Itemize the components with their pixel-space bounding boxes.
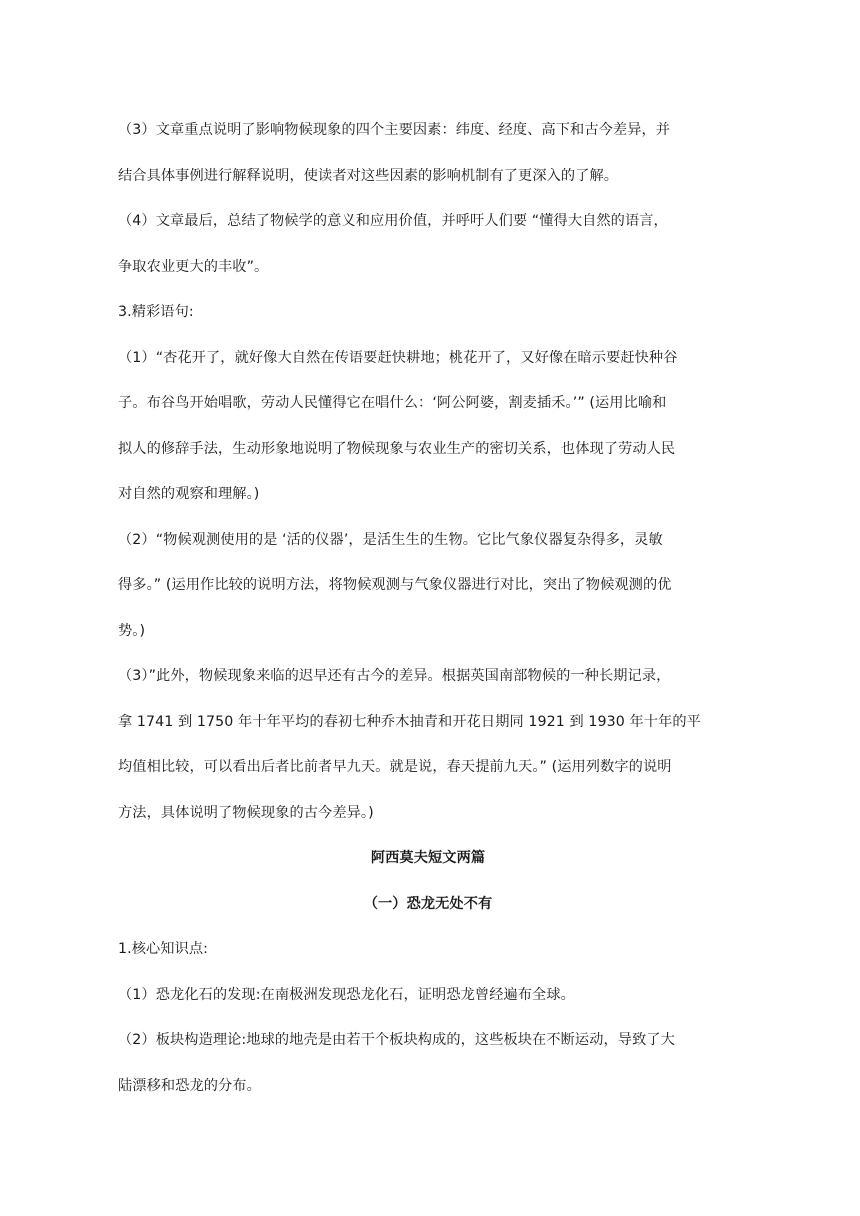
paragraph-line: 均值相比较，可以看出后者比前者早九天。就是说，春天提前九天。” (运用列数字的说明 — [118, 759, 672, 775]
paragraph-line: 陆漂移和恐龙的分布。 — [118, 1077, 261, 1094]
paragraph-line: （2）板块构造理论:地球的地壳是由若干个板块构成的，这些板块在不断运动，导致了大 — [118, 1032, 675, 1048]
paragraph-line: （3）”此外，物候现象来临的迟早还有古今的差异。根据英国南部物候的一种长期记录， — [118, 668, 671, 684]
section-heading: 1.核心知识点: — [118, 941, 209, 957]
section-title: 阿西莫夫短文两篇 — [370, 850, 486, 866]
paragraph-line: 方法，具体说明了物候现象的古今差异。) — [118, 804, 374, 821]
subsection-title: （一）恐龙无处不有 — [363, 895, 493, 912]
document-page — [118, 108, 738, 1109]
section-heading: 3.精彩语句: — [118, 304, 194, 320]
paragraph-line: 结合具体事例进行解释说明，使读者对这些因素的影响机制有了更深入的了解。 — [118, 167, 619, 184]
paragraph-line: 势。) — [118, 622, 146, 639]
paragraph-line: （4）文章最后，总结了物候学的意义和应用价值，并呼吁人们要 “懂得大自然的语言， — [118, 213, 668, 229]
paragraph-line: 对自然的观察和理解。) — [118, 486, 260, 502]
paragraph-line: 拟人的修辞手法，生动形象地说明了物候现象与农业生产的密切关系，也体现了劳动人民 — [118, 440, 676, 457]
paragraph-line: （3）文章重点说明了影响物候现象的四个主要因素：纬度、经度、高下和古今差异，并 — [118, 122, 671, 138]
paragraph-line: （1）恐龙化石的发现:在南极洲发现恐龙化石，证明恐龙曾经遍布全球。 — [118, 986, 575, 1003]
paragraph-line: 争取农业更大的丰收”。 — [118, 258, 269, 275]
paragraph-line: 得多。” (运用作比较的说明方法，将物候观测与气象仪器进行对比，突出了物候观测的优 — [118, 577, 672, 593]
paragraph-line: 子。布谷鸟开始唱歌，劳动人民懂得它在唱什么：‘阿公阿婆，割麦插禾。’” (运用比喻和 — [118, 395, 667, 411]
paragraph-line: 拿 1741 到 1750 年十年平均的春初七种乔木抽青和开花日期同 1921 到 1930 年十年的平 — [118, 713, 701, 730]
paragraph-line: （2）“物候观测使用的是 ‘活的仪器’，是活生生的生物。它比气象仪器复杂得多，灵敏 — [118, 531, 663, 548]
paragraph-line: （1）“杏花开了，就好像大自然在传语要赶快耕地；桃花开了，又好像在暗示要赶快种谷 — [118, 349, 678, 366]
